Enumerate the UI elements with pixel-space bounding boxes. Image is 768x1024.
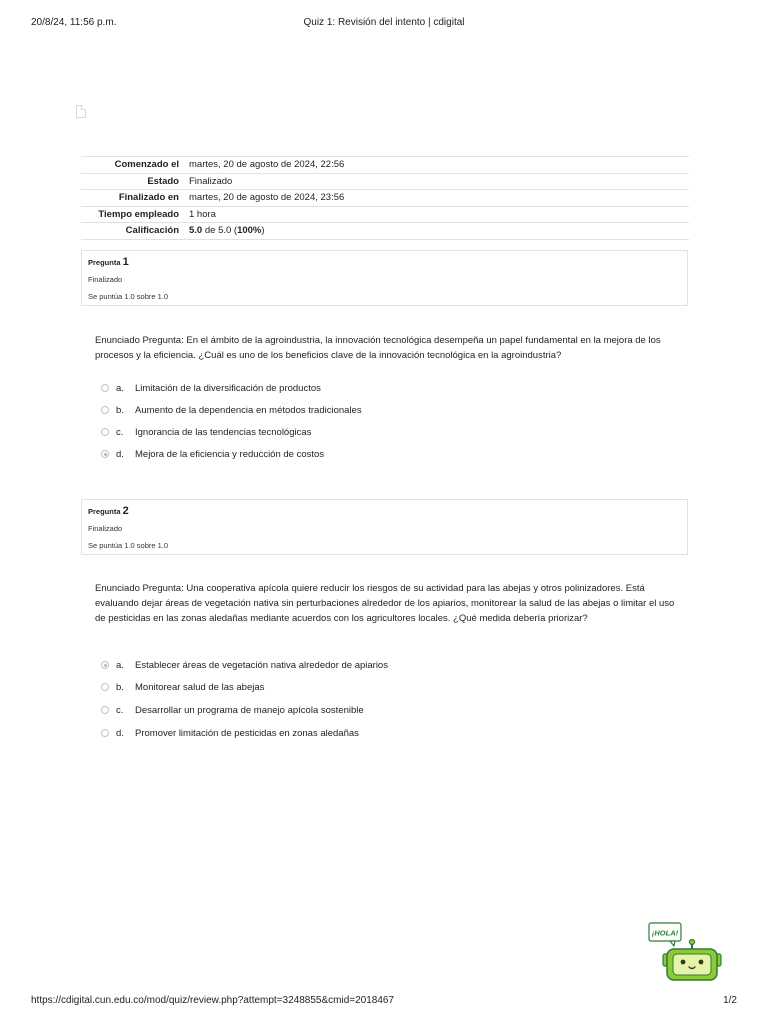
summary-value: 1 hora <box>183 206 689 223</box>
answer-option-2b[interactable] <box>95 679 655 695</box>
summary-label: Tiempo empleado <box>81 206 183 223</box>
answer-text: Ignorancia de las tendencias tecnológicas <box>135 426 312 438</box>
summary-value: martes, 20 de agosto de 2024, 23:56 <box>183 190 689 207</box>
robot-icon <box>648 922 726 984</box>
question-grade: Se puntúa 1.0 sobre 1.0 <box>88 541 169 550</box>
radio-button[interactable] <box>101 406 109 414</box>
answer-letter: d. <box>116 448 124 460</box>
question-state: Finalizado <box>88 524 123 533</box>
broken-image-icon <box>76 105 86 118</box>
answer-letter: a. <box>116 382 124 394</box>
question-info-1 <box>81 250 688 306</box>
chatbot-greeting: ¡HOLA! <box>651 928 679 938</box>
radio-button[interactable] <box>101 384 109 392</box>
print-page-number: 1/2 <box>723 995 737 1006</box>
summary-label: Calificación <box>81 223 183 240</box>
answer-option-1b[interactable] <box>95 402 655 418</box>
answer-text: Aumento de la dependencia en métodos tradicionales <box>135 404 362 416</box>
radio-button-selected[interactable] <box>101 450 109 458</box>
grade-percent: 100% <box>237 225 262 237</box>
answer-text: Promover limitación de pesticidas en zonas aledañas <box>135 727 359 739</box>
summary-row-started <box>81 157 689 174</box>
answer-letter: a. <box>116 659 124 671</box>
answer-letter: c. <box>116 426 124 438</box>
summary-label: Finalizado en <box>81 190 183 207</box>
summary-row-time <box>81 206 689 223</box>
summary-value <box>183 223 689 240</box>
answer-letter: b. <box>116 681 124 693</box>
question-label: Pregunta <box>88 258 121 267</box>
question-grade: Se puntúa 1.0 sobre 1.0 <box>88 292 169 301</box>
radio-button[interactable] <box>101 428 109 436</box>
radio-button[interactable] <box>101 706 109 714</box>
print-url: https://cdigital.cun.edu.co/mod/quiz/review.php?attempt=3248855&cmid=2018467 <box>31 995 395 1006</box>
summary-row-state <box>81 173 689 190</box>
grade-score: 5.0 <box>189 225 203 237</box>
question-info-2 <box>81 499 688 555</box>
answer-text: Monitorear salud de las abejas <box>135 681 265 693</box>
chatbot-launcher[interactable] <box>648 922 726 984</box>
question-number-value: 2 <box>122 505 129 517</box>
question-number-value: 1 <box>122 256 129 268</box>
grade-of: de 5.0 ( <box>202 225 238 237</box>
summary-label: Estado <box>81 173 183 190</box>
answer-option-1a[interactable] <box>95 380 655 396</box>
answer-text: Desarrollar un programa de manejo apícola sostenible <box>135 704 364 716</box>
question-label: Pregunta <box>88 507 121 516</box>
question-state: Finalizado <box>88 275 123 284</box>
answer-text: Establecer áreas de vegetación nativa alrededor de apiarios <box>135 659 388 671</box>
answer-option-2a[interactable] <box>95 657 655 673</box>
radio-button-selected[interactable] <box>101 661 109 669</box>
attempt-summary-table <box>81 156 689 240</box>
print-header <box>31 17 737 31</box>
summary-row-grade <box>81 223 689 240</box>
answer-option-1d[interactable] <box>95 446 655 462</box>
answer-option-1c[interactable] <box>95 424 655 440</box>
grade-close: ) <box>261 225 265 237</box>
answer-letter: b. <box>116 404 124 416</box>
print-page-title: Quiz 1: Revisión del intento | cdigital <box>303 17 465 28</box>
radio-button[interactable] <box>101 729 109 737</box>
summary-value: Finalizado <box>183 173 689 190</box>
question-text-1: Enunciado Pregunta: En el ámbito de la agroindustria, la innovación tecnológica desempeña un papel fundamental en la mejora de los procesos y la eficiencia. ¿Cuál es uno de los beneficios clave de la innovación tecnológica en la agroindustria? <box>95 335 661 361</box>
print-datetime: 20/8/24, 11:56 p.m. <box>31 17 117 28</box>
answer-option-2d[interactable] <box>95 725 655 741</box>
radio-button[interactable] <box>101 683 109 691</box>
question-number <box>88 256 129 268</box>
summary-value: martes, 20 de agosto de 2024, 22:56 <box>183 157 689 174</box>
answer-letter: d. <box>116 727 124 739</box>
print-footer <box>31 995 737 1009</box>
summary-row-finished <box>81 190 689 207</box>
question-text-2: Enunciado Pregunta: Una cooperativa apícola quiere reducir los riesgos de su actividad para las abejas y otros polinizadores. Está evaluando dejar áreas de vegetación nativa sin perturbaciones alrededor de los apiarios, monitorear la salud de las abejas o limitar el uso de pesticidas en las zonas aledañas mediante acuerdos con los agricultores locales. ¿Qué medida debería priorizar? <box>95 583 675 624</box>
answer-text: Mejora de la eficiencia y reducción de costos <box>135 448 325 460</box>
answer-option-2c[interactable] <box>95 702 655 718</box>
answer-text: Limitación de la diversificación de productos <box>135 382 321 394</box>
question-number <box>88 505 129 517</box>
summary-label: Comenzado el <box>81 157 183 174</box>
answer-letter: c. <box>116 704 124 716</box>
